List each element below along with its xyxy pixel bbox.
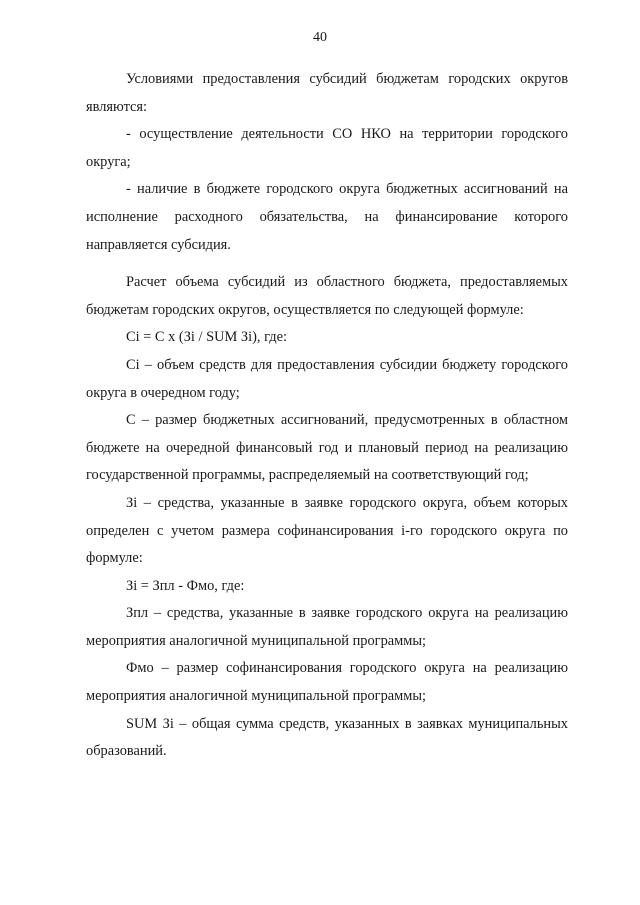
- page-number: 40: [313, 30, 327, 45]
- paragraph-conditions-intro: Условиями предоставления субсидий бюджетам городских округов являются:: [86, 71, 568, 115]
- paragraph-def-c: С – размер бюджетных ассигнований, предусмотренных в областном бюджете на очередной финансовый год и плановый период на реализацию государственной программы, распределяемый на соответствующий год;: [86, 412, 568, 484]
- paragraph-condition-budget: - наличие в бюджете городского округа бюджетных ассигнований на исполнение расходного обязательства, на финансирование которого направляется субсидия.: [86, 181, 568, 253]
- paragraph-def-zpl: Зпл – средства, указанные в заявке городского округа на реализацию мероприятия аналогичной муниципальной программы;: [86, 605, 568, 649]
- paragraph-def-zi: Зi – средства, указанные в заявке городского округа, объем которых определен с учетом размера софинансирования i-го городского округа по формуле:: [86, 494, 568, 567]
- paragraph-def-sum: SUM Зi – общая сумма средств, указанных в заявках муниципальных образований.: [86, 715, 568, 760]
- paragraph-calculation-intro: Расчет объема субсидий из областного бюджета, предоставляемых бюджетам городских округов, осуществляется по следующей формуле:: [86, 274, 568, 318]
- paragraph-def-fmo: Фмо – размер софинансирования городского округа на реализацию мероприятия аналогичной муниципальной программы;: [86, 660, 568, 705]
- paragraph-condition-activity: - осуществление деятельности СО НКО на территории городского округа;: [86, 126, 568, 170]
- formula-zi: Зi = Зпл - Фмо, где:: [126, 577, 245, 594]
- document-body: [86, 66, 568, 766]
- formula-ci: Сi = С х (Зi / SUM Зi), где:: [126, 329, 287, 346]
- paragraph-def-ci: Сi – объем средств для предоставления субсидии бюджету городского округа в очередном году;: [86, 356, 568, 401]
